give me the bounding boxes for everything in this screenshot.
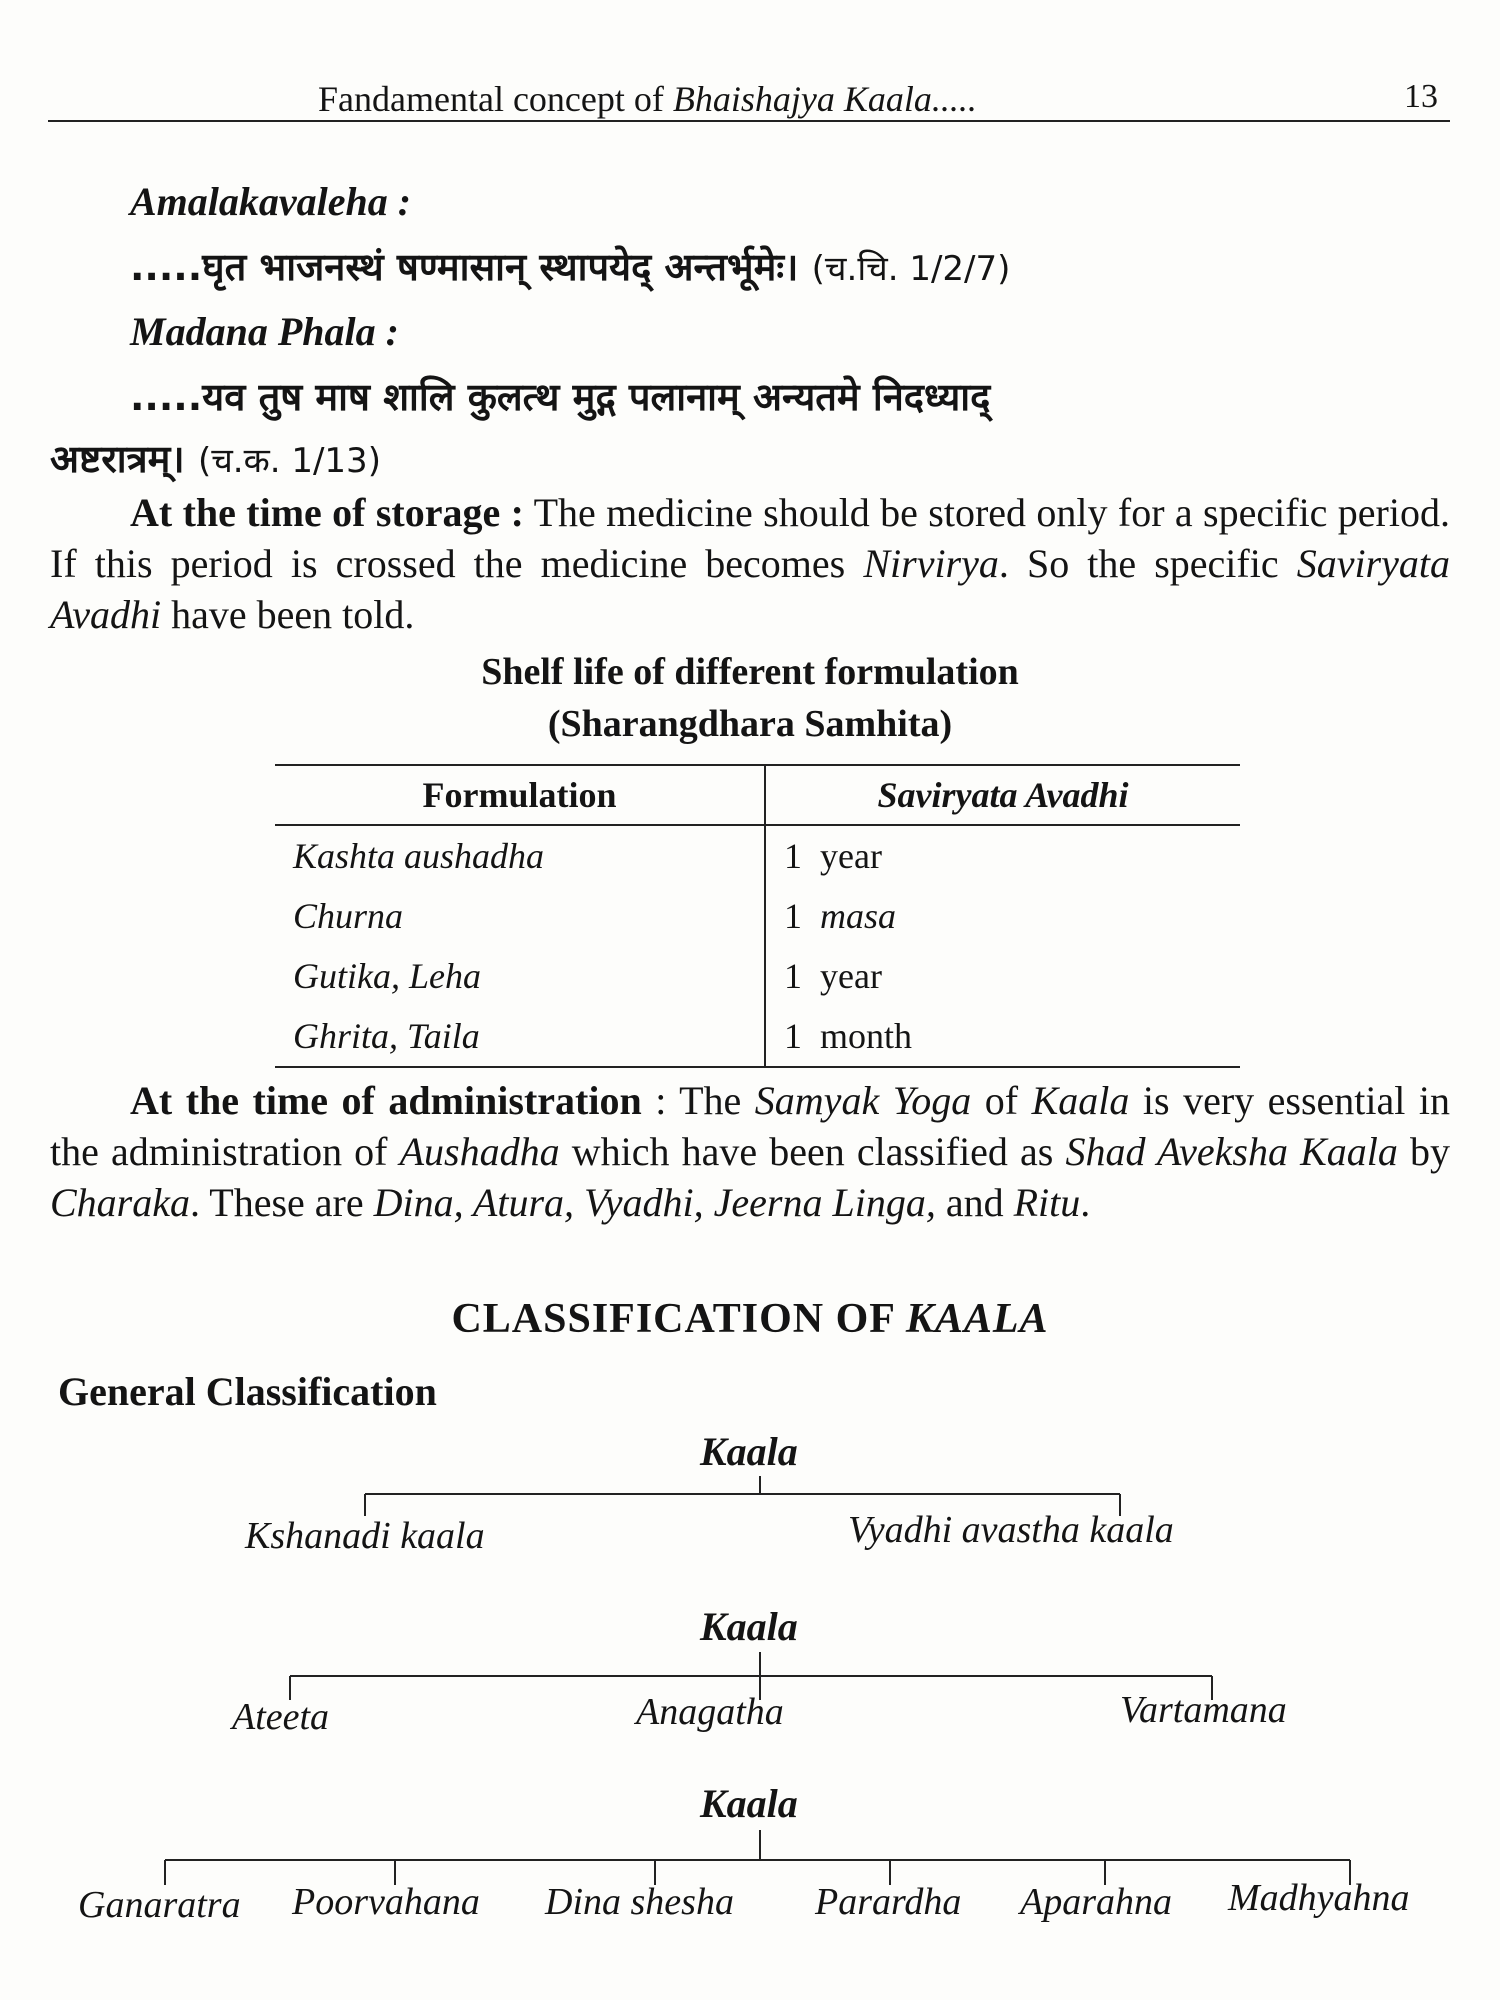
- sanskrit-quote-2-line1: .....यव तुष माष शालि कुलत्थ मुद्ग पलानाम् अन्यतमे निदध्याद्: [130, 375, 991, 419]
- column-header: Saviryata Avadhi: [765, 765, 1240, 825]
- sanskrit-text: .....घृत भाजनस्थं षण्मासान् स्थापयेद् अन्तर्भूमेः।: [130, 245, 799, 289]
- title-italic: KAALA: [905, 1296, 1049, 1342]
- text: have been told.: [161, 592, 415, 637]
- text: and: [935, 1180, 1014, 1225]
- term: Samyak Yoga: [754, 1078, 972, 1123]
- period-number: 1: [784, 896, 802, 936]
- period-unit: month: [820, 1016, 913, 1056]
- tree-2-node: Anagatha: [636, 1691, 784, 1733]
- text: which have been classified as: [559, 1129, 1066, 1174]
- formulation-cell: Gutika, Leha: [275, 946, 765, 1006]
- tree-3-node: Poorvahana: [292, 1881, 480, 1923]
- tree-3-node: Madhyahna: [1228, 1877, 1410, 1919]
- period-unit: year: [820, 956, 882, 996]
- term: Charaka: [50, 1180, 190, 1225]
- tree-3-node: Ganaratra: [78, 1884, 241, 1926]
- text: . These are: [190, 1180, 374, 1225]
- text: : The: [641, 1078, 755, 1123]
- running-title-prefix: Fandamental concept of: [318, 79, 673, 119]
- page-number: 13: [1404, 78, 1438, 115]
- text: is very essential in the administration of: [50, 1078, 1450, 1174]
- tree-2-node: Vartamana: [1120, 1689, 1287, 1731]
- term: Ritu: [1013, 1180, 1081, 1225]
- quote-label-amalakavaleha: Amalakavaleha :: [130, 179, 412, 224]
- sanskrit-reference: (च.क. 1/13): [197, 441, 381, 481]
- tree-3-root: Kaala: [700, 1781, 798, 1826]
- text: . So the specific: [998, 541, 1297, 586]
- administration-heading: At the time of administration: [130, 1078, 642, 1123]
- sanskrit-reference: (च.चि. 1/2/7): [811, 249, 1011, 289]
- term: Kaala: [1031, 1078, 1130, 1123]
- quote-label-madana-phala: Madana Phala :: [130, 309, 399, 354]
- tree-1-node: Vyadhi avastha kaala: [848, 1509, 1174, 1551]
- formulation-cell: Kashta aushadha: [275, 825, 765, 886]
- column-header: Formulation: [275, 765, 765, 825]
- text: The medicine should be stored only for a specific period. If this period is crossed the medicine becomes: [50, 490, 1450, 586]
- tree-1-root: Kaala: [700, 1429, 798, 1474]
- formulation-cell: Churna: [275, 886, 765, 946]
- sanskrit-text: अष्टरात्रम्।: [50, 437, 185, 481]
- term: Aushadha: [399, 1129, 560, 1174]
- period-unit: year: [820, 836, 882, 876]
- tree-2-node: Ateeta: [232, 1696, 330, 1738]
- period-number: 1: [784, 1016, 802, 1056]
- text: of: [971, 1078, 1032, 1123]
- table-caption-source: (Sharangdhara Samhita): [547, 703, 953, 745]
- storage-heading: At the time of storage :: [130, 490, 524, 535]
- general-classification-heading: General Classification: [58, 1369, 437, 1414]
- tree-3-node: Aparahna: [1020, 1881, 1172, 1923]
- text: .: [1080, 1180, 1091, 1225]
- table-caption: Shelf life of different formulation: [481, 651, 1019, 693]
- title-text: CLASSIFICATION OF: [451, 1296, 906, 1342]
- tree-3-node: Parardha: [815, 1881, 962, 1923]
- tree-2-root: Kaala: [700, 1604, 798, 1649]
- tree-3-node: Dina shesha: [545, 1881, 734, 1923]
- formulation-cell: Ghrita, Taila: [275, 1006, 765, 1067]
- period-unit: masa: [820, 896, 897, 936]
- period-number: 1: [784, 956, 802, 996]
- period-number: 1: [784, 836, 802, 876]
- term: Nirvirya: [863, 541, 999, 586]
- running-title-italic: Bhaishajya Kaala.....: [672, 79, 977, 119]
- term: Shad Aveksha Kaala: [1065, 1129, 1398, 1174]
- term: Saviryata Avadhi: [50, 541, 1450, 637]
- tree-1-node: Kshanadi kaala: [245, 1515, 485, 1557]
- term: Dina, Atura, Vyadhi, Jeerna Linga,: [373, 1180, 936, 1225]
- text: by: [1397, 1129, 1450, 1174]
